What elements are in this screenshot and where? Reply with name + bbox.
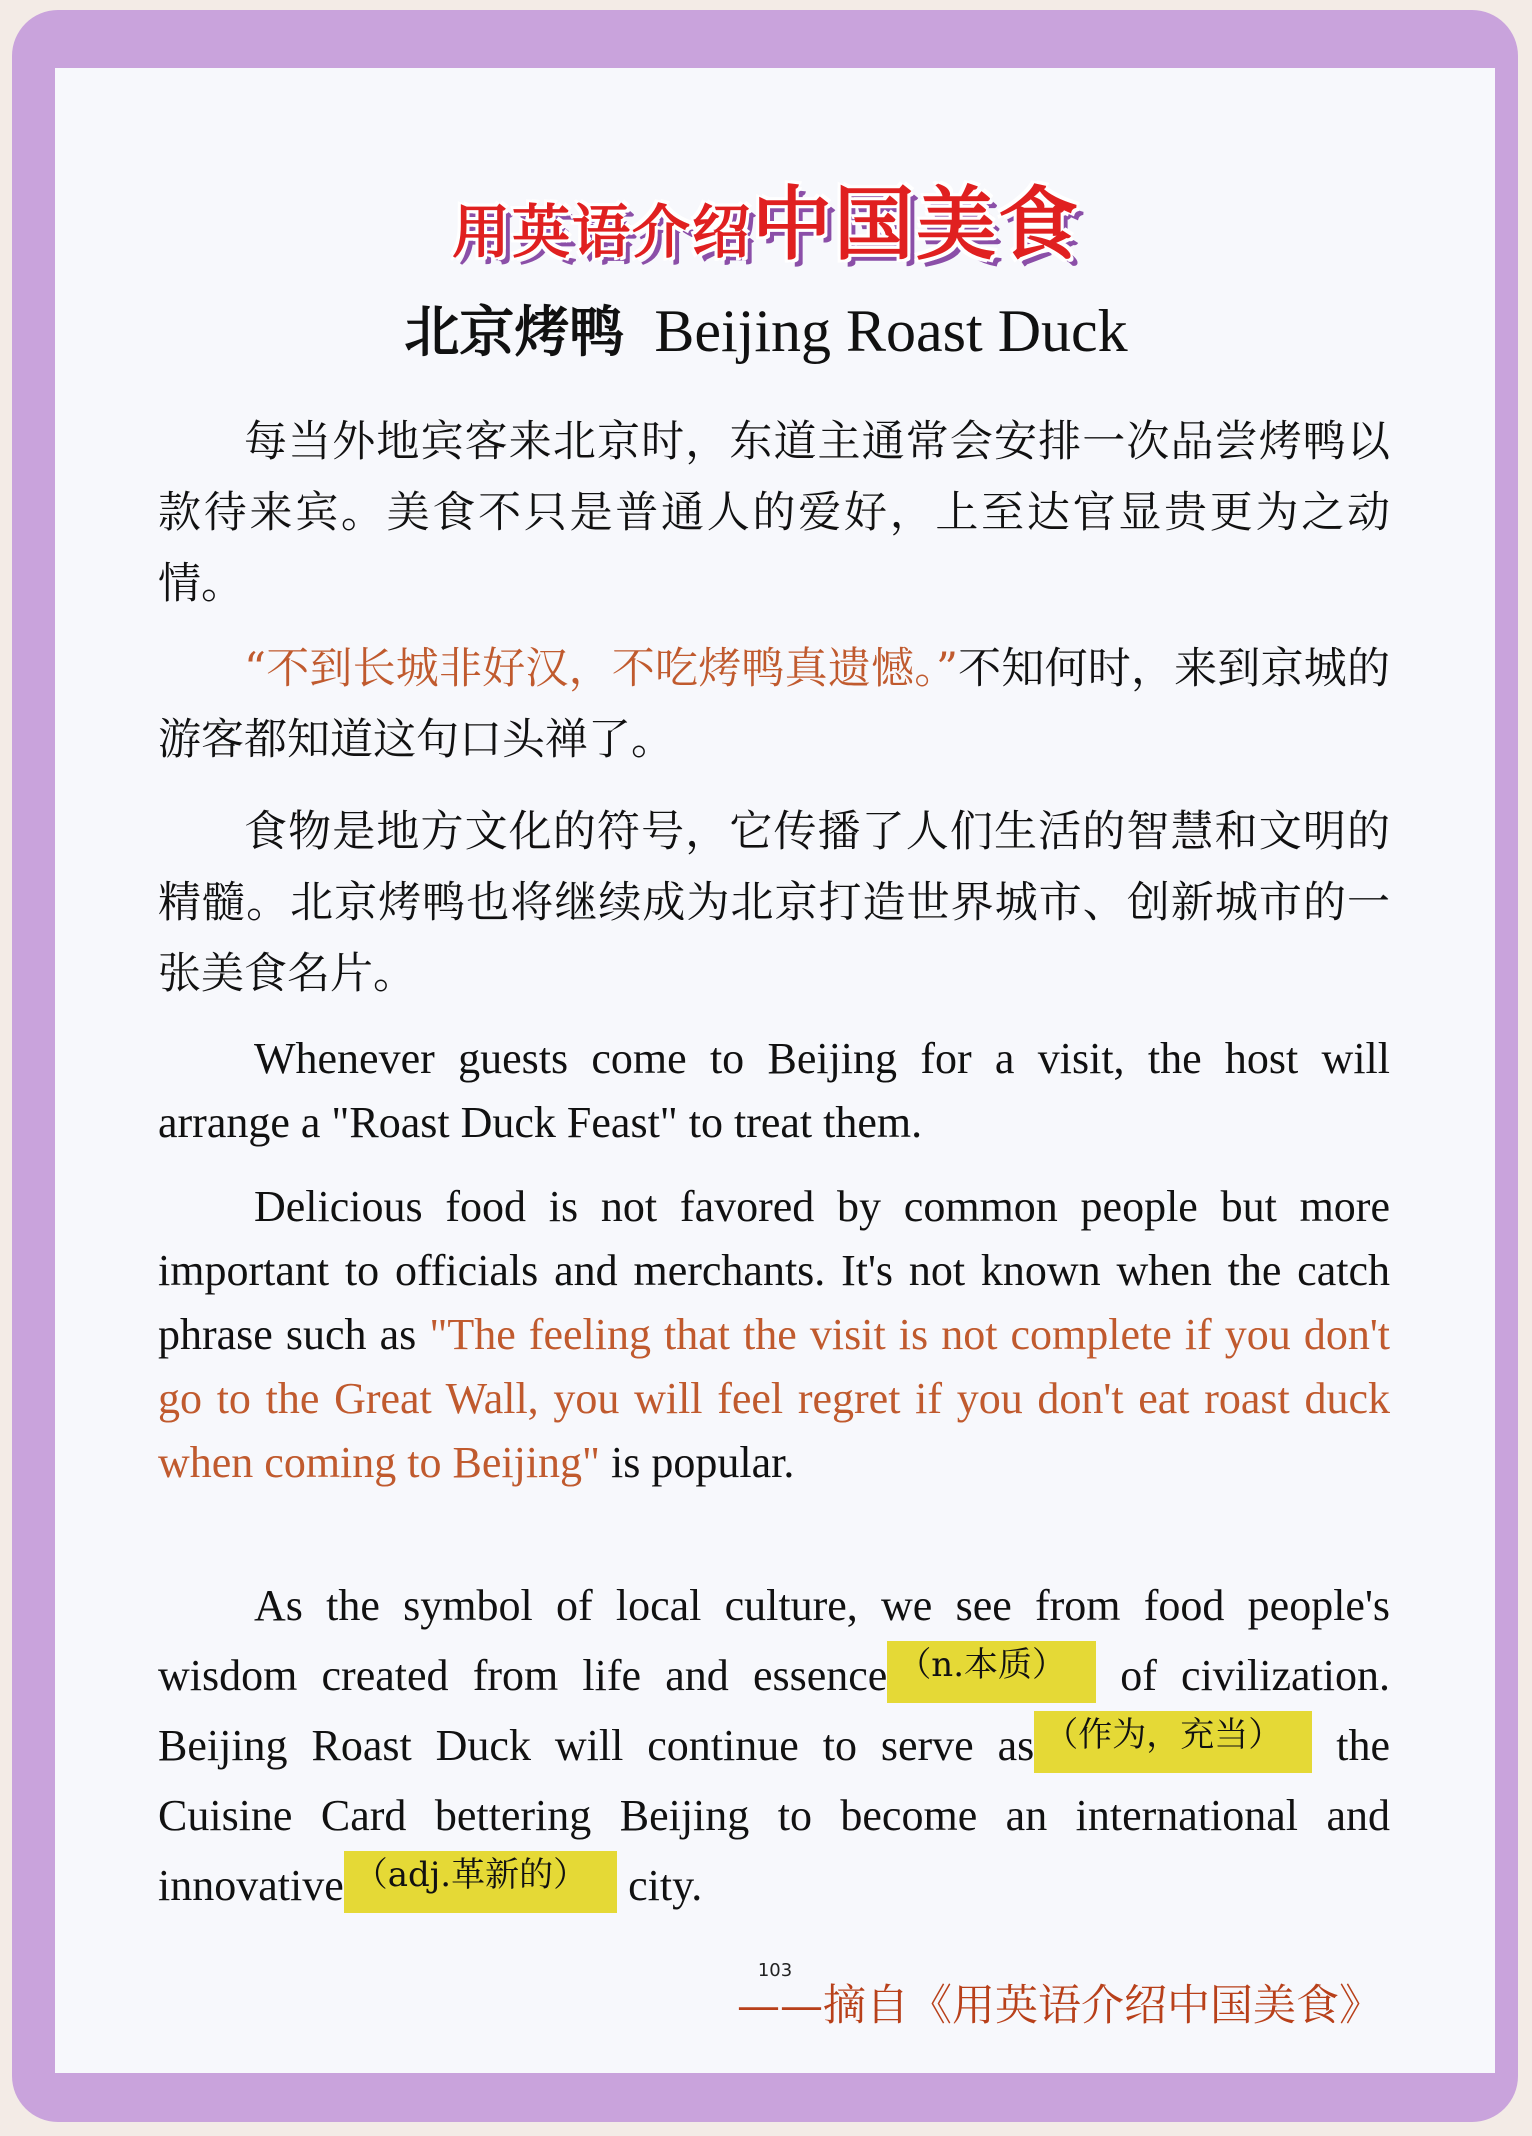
dish-title [0,288,1532,367]
paragraph-zh-3: 食物是地方文化的符号，它传播了人们生活的智慧和文明的精髓。北京烤鸭也将继续成为北京打造世界城市、创新城市的一张美食名片。 [158,807,1390,999]
zh-quote: “不到长城非好汉，不吃烤鸭真遗憾。” [244,644,958,694]
banner-title-part2: 中国美食 [752,178,1080,271]
banner-title [0,160,1532,275]
source-attribution: ——摘自《用英语介绍中国美食》 [737,1981,1382,2031]
vocab-note-essence: （n.本质） [887,1641,1096,1703]
dish-title-en: Beijing Roast Duck [654,298,1128,364]
paragraph-en-3-part3: the Cuisine Card bettering Beijing to become an international and innovative [158,1721,1390,1910]
dish-title-zh: 北京烤鸭 [404,299,625,364]
vocab-note-serve-as: （作为，充当） [1034,1711,1312,1773]
paragraph-en-3-part1: As the symbol of local culture, we see from food people's wisdom created from life and essence [158,1581,1390,1700]
paragraph-en-3 [158,1571,1390,1921]
paragraph-zh-1: 每当外地宾客来北京时，东道主通常会安排一次品尝烤鸭以款待来宾。美食不只是普通人的爱好，上至达官显贵更为之动情。 [158,417,1390,609]
en-quote: "The feeling that the visit is not complete if you don't go to the Great Wall, you will feel regret if you don't eat roast duck when coming to Beijing" [158,1310,1391,1487]
vocab-note-innovative: （adj.革新的） [344,1851,617,1913]
banner-title-part1: 用英语介绍 [451,198,752,266]
paragraph-zh-2 [158,634,1390,776]
paragraph-en-2-end: is popular. [600,1438,795,1487]
page-number: 103 [757,1960,793,1981]
paragraph-en-1: Whenever guests come to Beijing for a visit, the host will arrange a "Roast Duck Feast" to treat them. [158,1034,1390,1147]
paragraph-zh-2-rest: 不知何时，来到京城的游客都知道这句口头禅了。 [158,644,1391,765]
paragraph-en-2 [158,1175,1390,1495]
paragraph-en-3-part4: city. [617,1861,703,1910]
paragraph-en-3-part2: of civilization. Beijing Roast Duck will continue to serve as [158,1651,1390,1770]
paragraph-en-2-intro: Delicious food is not favored by common people but more important to officials and merchants. It's not known when the catch phrase such as [158,1182,1390,1359]
